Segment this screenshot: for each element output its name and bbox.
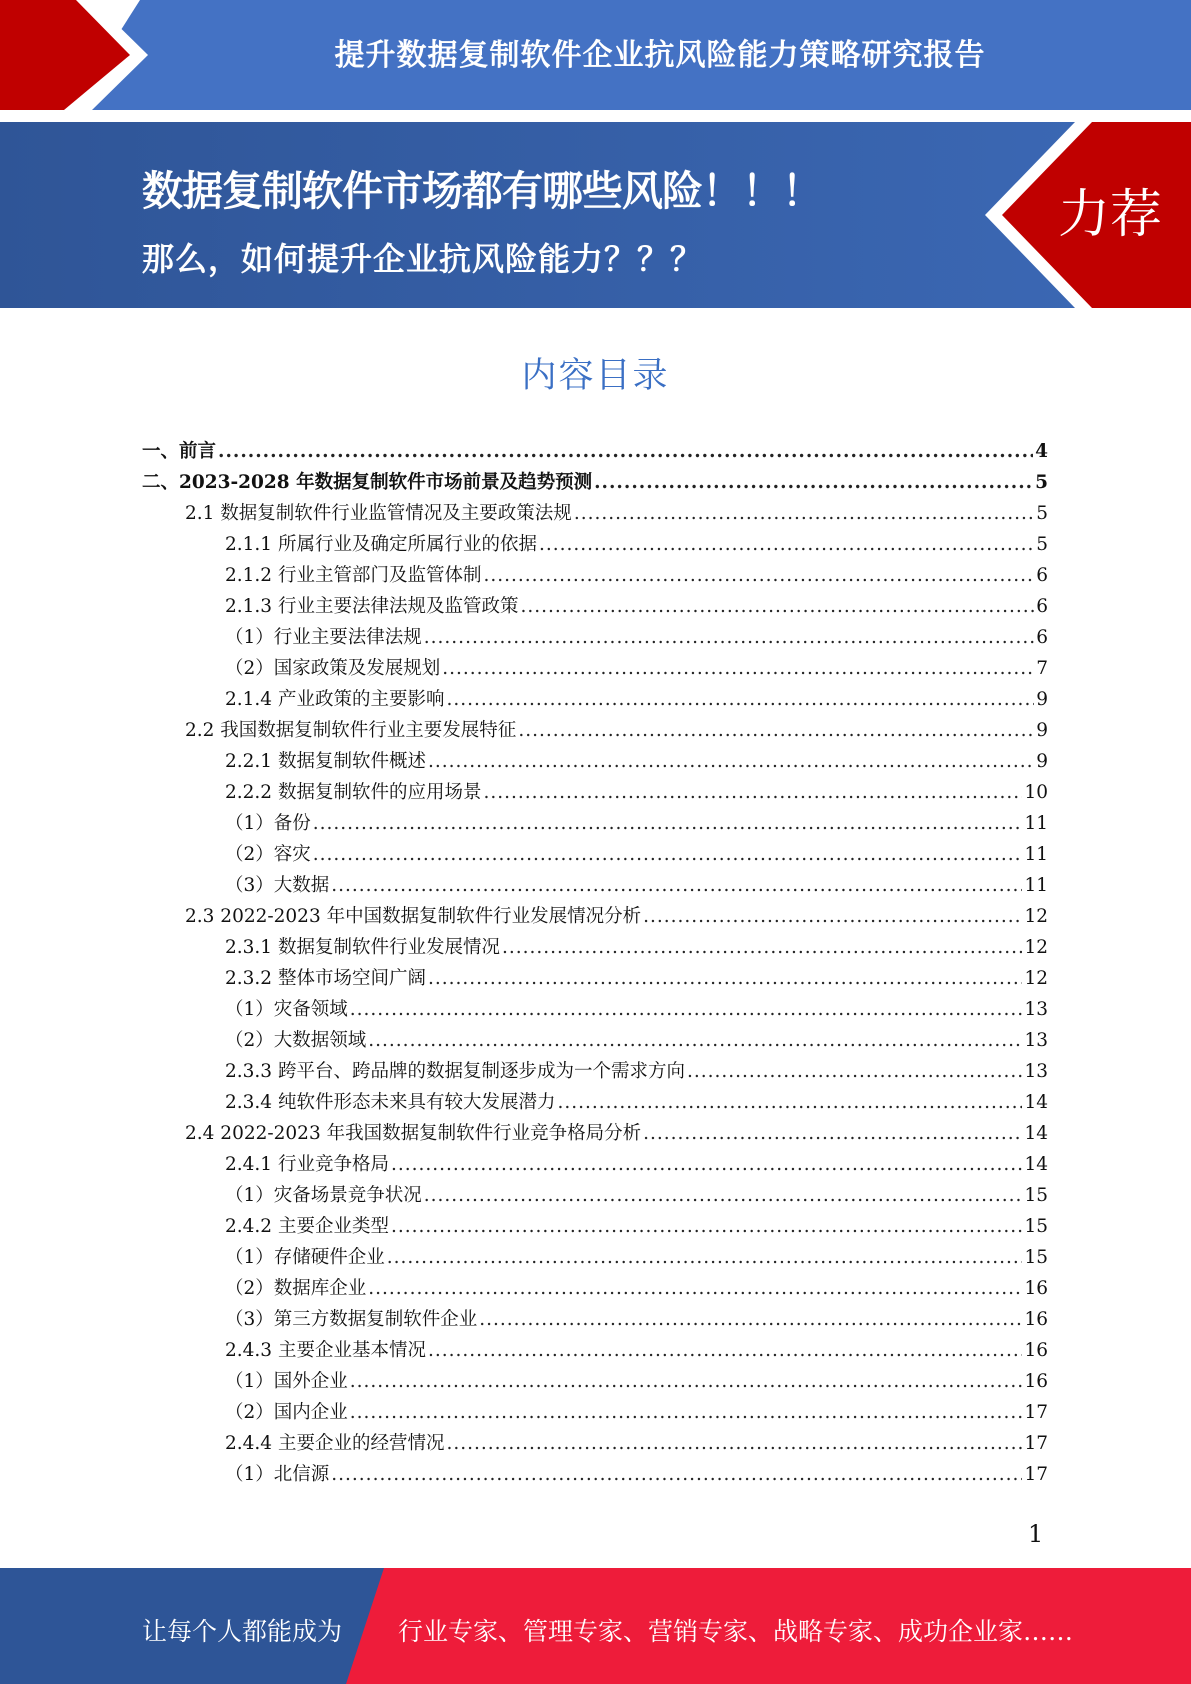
toc-entry[interactable] [185, 498, 1048, 529]
report-title: 提升数据复制软件企业抗风险能力策略研究报告 [334, 38, 986, 73]
toc-entry[interactable] [225, 653, 1048, 684]
toc-entry-page: 11 [1024, 813, 1048, 834]
toc-entry-page: 15 [1024, 1247, 1048, 1268]
toc-dot-leader [313, 839, 1023, 870]
hero-headline: 数据复制软件市场都有哪些风险！！！ [142, 167, 822, 215]
toc-entry[interactable] [225, 1211, 1048, 1242]
toc-dot-leader [643, 901, 1022, 932]
toc-entry-label: （1）备份 [225, 813, 311, 834]
toc-entry-label: （1）北信源 [225, 1464, 330, 1485]
toc-entry-page: 6 [1036, 627, 1048, 648]
toc-entry[interactable] [225, 1273, 1048, 1304]
toc-entry[interactable] [225, 1180, 1048, 1211]
toc-entry-page: 16 [1024, 1371, 1048, 1392]
toc-entry[interactable] [225, 1366, 1048, 1397]
hero-subheadline: 那么，如何提升企业抗风险能力？？？ [142, 240, 704, 278]
toc-entry-label: （2）国内企业 [225, 1402, 348, 1423]
toc-dot-leader [428, 963, 1022, 994]
toc-entry[interactable] [225, 1304, 1048, 1335]
toc-entry-label: 2.3.2 整体市场空间广阔 [225, 968, 426, 989]
footer-slogan-right: 行业专家、管理专家、营销专家、战略专家、成功企业家…… [398, 1617, 1074, 1646]
toc-entry-label: （1）灾备场景竞争状况 [225, 1185, 422, 1206]
toc-entry-page: 17 [1024, 1402, 1048, 1423]
toc-entry-label: （2）容灾 [225, 844, 311, 865]
toc-dot-leader [446, 684, 1034, 715]
toc-dot-leader [350, 1397, 1023, 1428]
toc-entry[interactable] [225, 1087, 1048, 1118]
toc-entry-label: 二、2023-2028 年数据复制软件市场前景及趋势预测 [142, 472, 593, 493]
toc-entry[interactable] [225, 1242, 1048, 1273]
toc-dot-leader [391, 1149, 1022, 1180]
toc-dot-leader [350, 1366, 1023, 1397]
toc-dot-leader [428, 746, 1034, 777]
toc-entry-label: 2.3.4 纯软件形态未来具有较大发展潜力 [225, 1092, 556, 1113]
toc-entry-label: （1）存储硬件企业 [225, 1247, 385, 1268]
toc-entry-label: （3）大数据 [225, 875, 330, 896]
toc-dot-leader [313, 808, 1023, 839]
toc-entry-label: 2.3 2022-2023 年中国数据复制软件行业发展情况分析 [185, 906, 642, 927]
toc-entry-label: 2.1.4 产业政策的主要影响 [225, 689, 445, 710]
toc-entry[interactable] [225, 560, 1048, 591]
toc-entry-page: 11 [1024, 875, 1048, 896]
recommend-badge: 力荐 [1058, 185, 1163, 245]
toc-dot-leader [687, 1056, 1022, 1087]
toc-dot-leader [331, 1459, 1022, 1490]
toc-entry-label: 2.2.2 数据复制软件的应用场景 [225, 782, 482, 803]
toc-entry[interactable] [225, 1335, 1048, 1366]
toc-dot-leader [368, 1273, 1022, 1304]
toc-entry[interactable] [225, 684, 1048, 715]
toc-entry-label: 2.1.2 行业主管部门及监管体制 [225, 565, 482, 586]
toc-entry[interactable] [185, 901, 1048, 932]
toc-entry[interactable] [225, 1056, 1048, 1087]
toc-dot-leader [520, 591, 1034, 622]
toc-dot-leader [446, 1428, 1022, 1459]
toc-dot-leader [424, 1180, 1023, 1211]
toc-entry[interactable] [225, 746, 1048, 777]
toc-entry-page: 5 [1036, 534, 1048, 555]
toc-entry-label: （3）第三方数据复制软件企业 [225, 1309, 478, 1330]
toc-entry[interactable] [185, 715, 1048, 746]
toc-entry-page: 14 [1024, 1154, 1048, 1175]
toc-dot-leader [479, 1304, 1022, 1335]
toc-entry[interactable] [225, 963, 1048, 994]
toc-entry[interactable] [225, 932, 1048, 963]
toc-entry-page: 4 [1035, 441, 1048, 462]
toc-entry-label: （1）行业主要法律法规 [225, 627, 422, 648]
toc-entry[interactable] [225, 1149, 1048, 1180]
toc-dot-leader [502, 932, 1022, 963]
toc-entry-page: 16 [1024, 1278, 1048, 1299]
page-number: 1 [1028, 1520, 1044, 1548]
toc-entry-page: 14 [1024, 1123, 1048, 1144]
toc-entry[interactable] [225, 1025, 1048, 1056]
toc-dot-leader [557, 1087, 1022, 1118]
toc-dot-leader [391, 1211, 1022, 1242]
toc-dot-leader [594, 467, 1033, 498]
toc-entry[interactable] [225, 1459, 1048, 1490]
toc-entry-page: 11 [1024, 844, 1048, 865]
toc-entry[interactable] [225, 1428, 1048, 1459]
toc-entry-page: 16 [1024, 1309, 1048, 1330]
toc-dot-leader [643, 1118, 1022, 1149]
toc-entry-page: 6 [1036, 596, 1048, 617]
toc-entry-page: 9 [1036, 720, 1048, 741]
toc-entry[interactable] [142, 467, 1048, 498]
toc-entry-label: 2.4.4 主要企业的经营情况 [225, 1433, 445, 1454]
toc-dot-leader [518, 715, 1034, 746]
toc-entry-page: 5 [1035, 472, 1048, 493]
toc-dot-leader [442, 653, 1034, 684]
toc-entry[interactable] [225, 622, 1048, 653]
toc-dot-leader [218, 436, 1033, 467]
toc-entry-page: 13 [1024, 1030, 1048, 1051]
toc-entry-page: 9 [1036, 751, 1048, 772]
toc-dot-leader [387, 1242, 1023, 1273]
toc-dot-leader [424, 622, 1034, 653]
toc-entry-label: 2.4.2 主要企业类型 [225, 1216, 389, 1237]
toc-entry-page: 7 [1036, 658, 1048, 679]
toc-entry-page: 9 [1036, 689, 1048, 710]
toc-entry[interactable] [225, 808, 1048, 839]
toc-entry-page: 12 [1024, 906, 1048, 927]
toc-entry-page: 16 [1024, 1340, 1048, 1361]
toc-entry[interactable] [225, 529, 1048, 560]
toc-entry-page: 17 [1024, 1433, 1048, 1454]
toc-entry-page: 10 [1024, 782, 1048, 803]
toc-entry-label: 2.1.1 所属行业及确定所属行业的依据 [225, 534, 537, 555]
footer-slogan-left: 让每个人都能成为 [142, 1617, 343, 1646]
toc-entry-page: 6 [1036, 565, 1048, 586]
hero-banner [0, 122, 1191, 308]
toc-entry-page: 17 [1024, 1464, 1048, 1485]
toc-entry[interactable] [225, 1397, 1048, 1428]
toc-entry-page: 13 [1024, 999, 1048, 1020]
toc-entry-page: 13 [1024, 1061, 1048, 1082]
toc-entry[interactable] [142, 436, 1048, 467]
toc-entry-page: 12 [1024, 968, 1048, 989]
toc-entry-label: （1）国外企业 [225, 1371, 348, 1392]
toc-entry-label: （2）大数据领域 [225, 1030, 367, 1051]
toc-entry-page: 15 [1024, 1216, 1048, 1237]
toc-entry-label: 2.4 2022-2023 年我国数据复制软件行业竞争格局分析 [185, 1123, 642, 1144]
toc-entry-label: 2.4.1 行业竞争格局 [225, 1154, 389, 1175]
toc-dot-leader [574, 498, 1034, 529]
toc-entry-label: （2）数据库企业 [225, 1278, 367, 1299]
top-banner [0, 0, 1191, 112]
toc-dot-leader [368, 1025, 1022, 1056]
toc-entry[interactable] [185, 1118, 1048, 1149]
toc-entry-page: 12 [1024, 937, 1048, 958]
toc-dot-leader [350, 994, 1023, 1025]
toc-entry[interactable] [225, 839, 1048, 870]
toc-entry-label: 2.2 我国数据复制软件行业主要发展特征 [185, 720, 517, 741]
toc-dot-leader [428, 1335, 1022, 1366]
toc-dot-leader [331, 870, 1022, 901]
toc-entry[interactable] [225, 870, 1048, 901]
toc-entry[interactable] [225, 777, 1048, 808]
toc-entry-label: 2.1.3 行业主要法律法规及监管政策 [225, 596, 519, 617]
toc-entry[interactable] [225, 591, 1048, 622]
toc-entry-label: （1）灾备领域 [225, 999, 348, 1020]
footer-banner [0, 1568, 1191, 1684]
toc-dot-leader [483, 777, 1022, 808]
toc-heading: 内容目录 [521, 356, 670, 396]
toc-entry-label: 2.1 数据复制软件行业监管情况及主要政策法规 [185, 503, 572, 524]
toc-entry-page: 5 [1036, 503, 1048, 524]
toc-entry-label: 一、前言 [142, 441, 217, 462]
toc-entry-label: 2.3.1 数据复制软件行业发展情况 [225, 937, 500, 958]
toc-entry-label: 2.3.3 跨平台、跨品牌的数据复制逐步成为一个需求方向 [225, 1061, 685, 1082]
toc-entry-label: 2.4.3 主要企业基本情况 [225, 1340, 426, 1361]
toc-dot-leader [483, 560, 1034, 591]
toc-dot-leader [539, 529, 1034, 560]
toc-entry[interactable] [225, 994, 1048, 1025]
toc-entry-page: 15 [1024, 1185, 1048, 1206]
toc-entry-page: 14 [1024, 1092, 1048, 1113]
toc-entry-label: 2.2.1 数据复制软件概述 [225, 751, 426, 772]
toc-entry-label: （2）国家政策及发展规划 [225, 658, 441, 679]
